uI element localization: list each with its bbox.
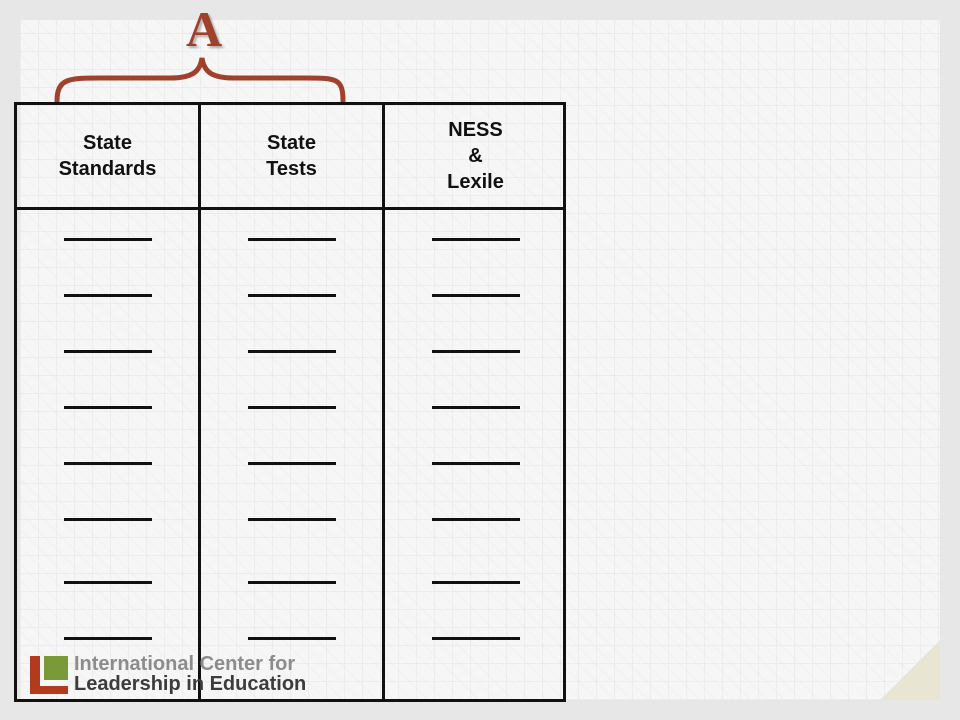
blank-line [432,462,520,465]
blank-line [432,350,520,353]
blank-line [64,462,152,465]
blank-line [64,637,152,640]
logo-line2: Leadership in Education [74,673,307,695]
blank-line [432,406,520,409]
logo-line1-part1: International [74,653,195,675]
blank-line [432,294,520,297]
blank-line [64,406,152,409]
logo-line1-part2: Center for [194,653,296,675]
blank-line [432,637,520,640]
blank-line [248,462,336,465]
blank-line [248,350,336,353]
blank-line [248,406,336,409]
blank-line [64,581,152,584]
blank-line [248,637,336,640]
blank-line [432,581,520,584]
header-state-standards [17,105,198,207]
blank-line [64,294,152,297]
blank-line [432,238,520,241]
header-state-tests [201,105,382,207]
header-line: & [468,145,483,167]
blank-line [64,238,152,241]
icle-logo-icon [30,656,68,694]
blank-line [432,518,520,521]
blank-line [64,350,152,353]
header-ness-lexile [385,105,566,207]
icle-logo-text [74,654,306,694]
header-line: State [83,132,132,154]
header-divider [17,207,563,210]
header-line: Standards [58,158,157,180]
blank-line [248,518,336,521]
blank-table [14,102,566,702]
blank-line [248,238,336,241]
blank-line [248,581,336,584]
blank-line [248,294,336,297]
header-line: Tests [266,158,317,180]
brace-letter: A [185,1,223,57]
header-line: NESS [448,119,503,141]
header-line: State [267,132,316,154]
header-line: Lexile [447,171,504,193]
blank-line [64,518,152,521]
page-curl-corner [880,640,940,700]
icle-logo [30,654,320,698]
